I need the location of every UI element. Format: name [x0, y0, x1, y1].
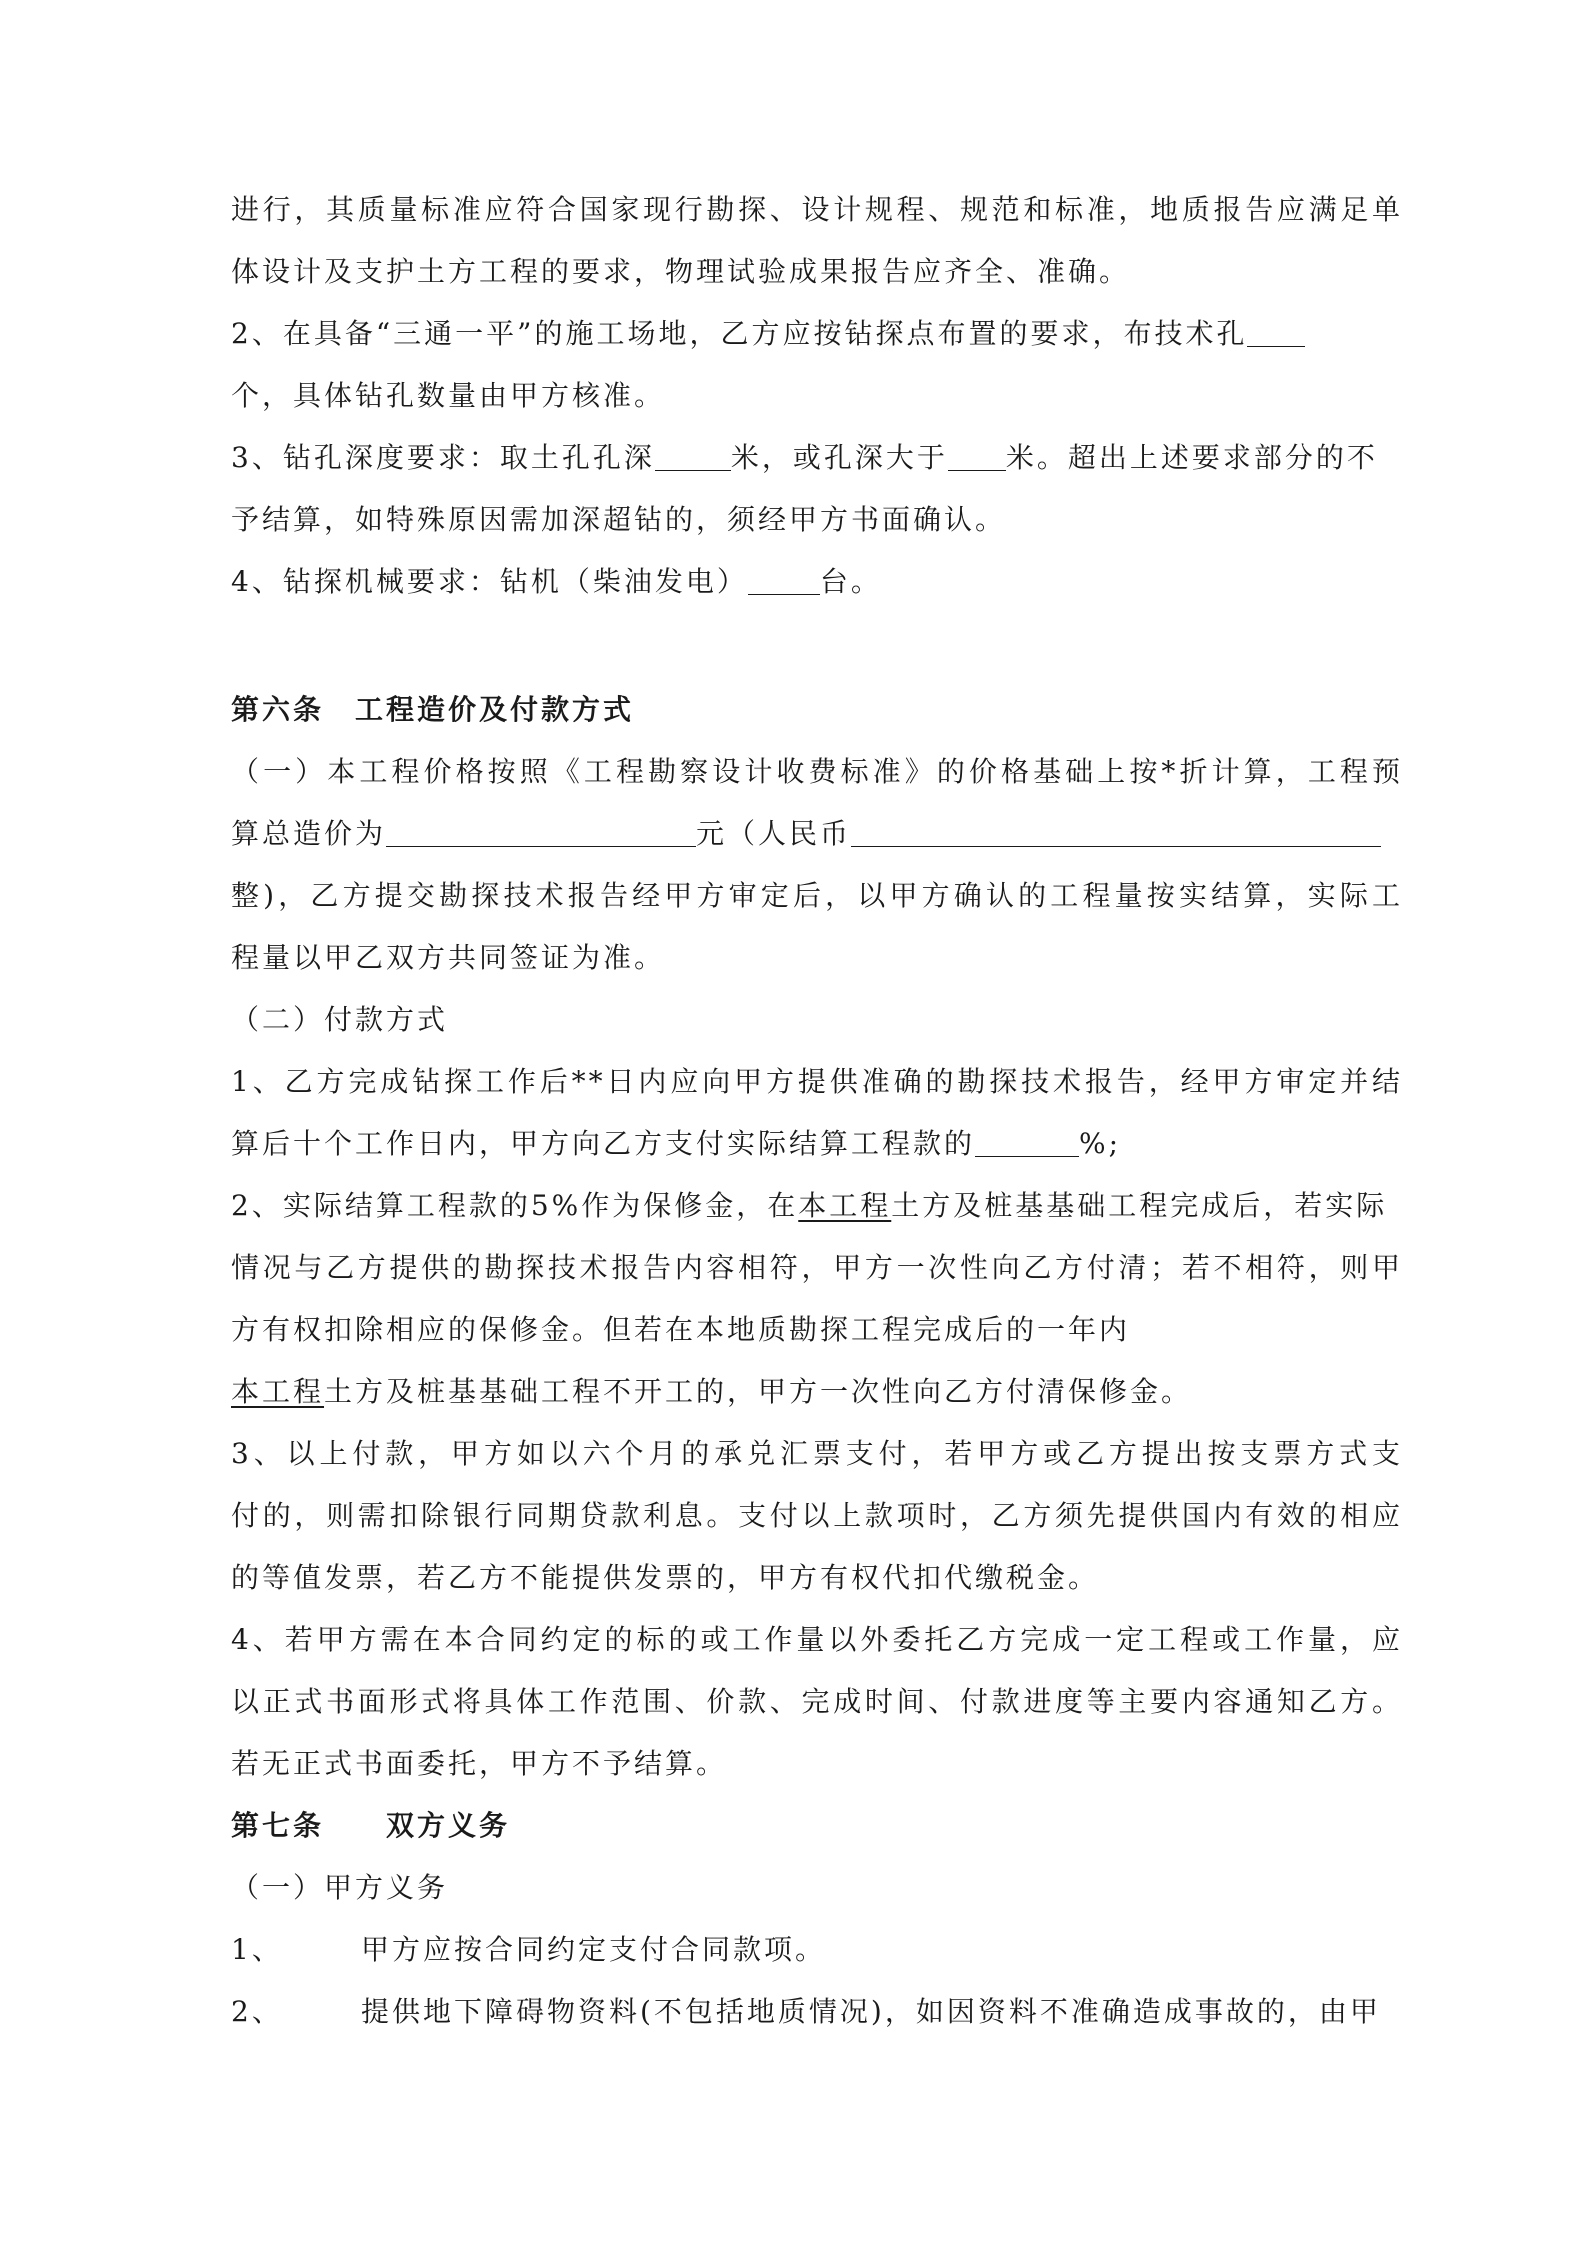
- text-line: 算后十个工作日内，甲方向乙方支付实际结算工程款的 %;: [231, 1127, 1122, 1160]
- text-line: 以正式书面形式将具体工作范围、价款、完成时间、付款进度等主要内容通知乙方。: [231, 1685, 1403, 1718]
- text-line: 予结算，如特殊原因需加深超钻的，须经甲方书面确认。: [231, 503, 1007, 536]
- text-line: 整)，乙方提交勘探技术报告经甲方审定后，以甲方确认的工程量按实结算，实际工: [231, 879, 1403, 912]
- text-line: 的等值发票，若乙方不能提供发票的，甲方有权代扣代缴税金。: [231, 1561, 1100, 1594]
- text-line: 若无正式书面委托，甲方不予结算。: [231, 1747, 728, 1780]
- subsection-heading: （一）甲方义务: [231, 1871, 449, 1904]
- text-line: 2、在具备“三通一平”的施工场地，乙方应按钻探点布置的要求，布技术孔: [231, 314, 1305, 354]
- list-number: 2、: [231, 1995, 283, 2028]
- section-heading: 第六条 工程造价及付款方式: [231, 693, 635, 726]
- subsection-heading: （二）付款方式: [231, 1003, 449, 1036]
- text-line: 程量以甲乙双方共同签证为准。: [231, 941, 666, 974]
- text-line: 情况与乙方提供的勘探技术报告内容相符，甲方一次性向乙方付清；若不相符，则甲: [231, 1251, 1403, 1284]
- text-line: 个，具体钻孔数量由甲方核准。: [231, 379, 666, 412]
- text-line: 付的，则需扣除银行同期贷款利息。支付以上款项时，乙方须先提供国内有效的相应: [231, 1499, 1403, 1532]
- underlined-text: 本工程: [798, 1189, 892, 1222]
- text-line: 4、钻探机械要求：钻机（柴油发电） 台。: [231, 565, 882, 598]
- blank-field: [1247, 318, 1305, 347]
- blank-field: [748, 566, 820, 595]
- blank-field: [948, 442, 1006, 471]
- list-item: 2、 提供地下障碍物资料(不包括地质情况)，如因资料不准确造成事故的，由甲: [231, 1992, 1381, 2032]
- text-line: 本工程土方及桩基基础工程不开工的，甲方一次性向乙方付清保修金。: [231, 1375, 1193, 1408]
- text-line: （一）本工程价格按照《工程勘察设计收费标准》的价格基础上按*折计算，工程预: [231, 755, 1403, 788]
- blank-field: [851, 818, 1381, 847]
- text-line: 方有权扣除相应的保修金。但若在本地质勘探工程完成后的一年内: [231, 1313, 1131, 1346]
- section-heading: 第七条 双方义务: [231, 1809, 511, 1842]
- list-item: 1、 甲方应按合同约定支付合同款项。: [231, 1930, 826, 1970]
- text-line: 4、若甲方需在本合同约定的标的或工作量以外委托乙方完成一定工程或工作量，应: [231, 1623, 1403, 1656]
- blank-field: [975, 1128, 1079, 1157]
- text-line: 1、乙方完成钻探工作后**日内应向甲方提供准确的勘探技术报告，经甲方审定并结: [231, 1065, 1403, 1098]
- list-number: 1、: [231, 1933, 283, 1966]
- text-line: 进行，其质量标准应符合国家现行勘探、设计规程、规范和标准，地质报告应满足单: [231, 193, 1403, 226]
- text-line: 3、钻孔深度要求：取土孔孔深 米，或孔深大于 米。超出上述要求部分的不: [231, 441, 1378, 474]
- text-line: 体设计及支护土方工程的要求，物理试验成果报告应齐全、准确。: [231, 255, 1131, 288]
- blank-field: [386, 818, 696, 847]
- underlined-text: 本工程: [231, 1375, 325, 1408]
- text-line: 2、实际结算工程款的5%作为保修金，在本工程土方及桩基基础工程完成后，若实际: [231, 1189, 1388, 1222]
- text-line: 3、以上付款，甲方如以六个月的承兑汇票支付，若甲方或乙方提出按支票方式支: [231, 1437, 1403, 1470]
- text-line: 算总造价为 元（人民币: [231, 814, 1381, 854]
- blank-field: [655, 442, 731, 471]
